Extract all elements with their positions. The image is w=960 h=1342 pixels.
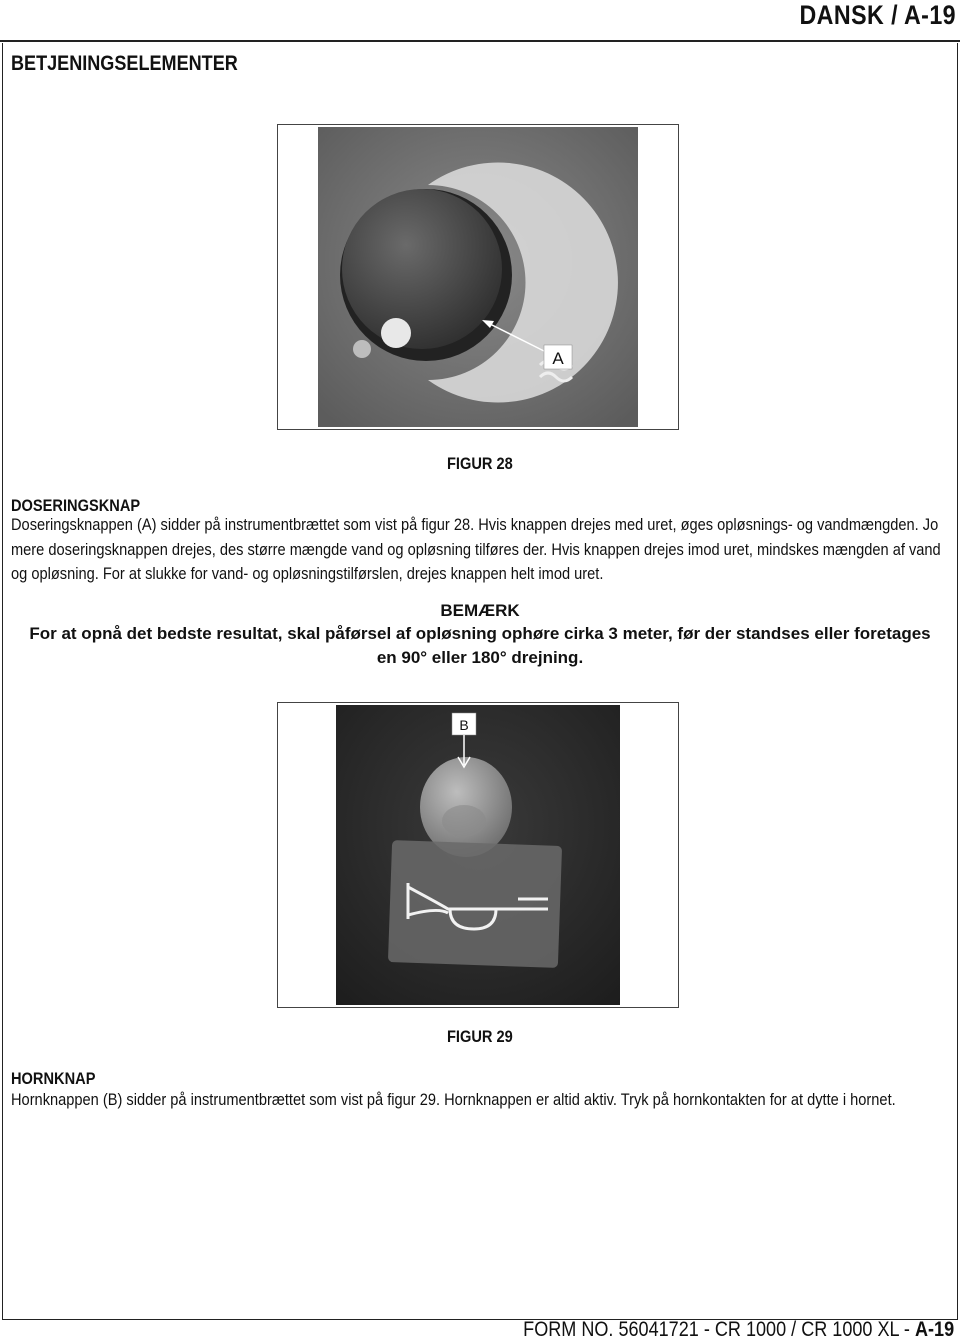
page-footer — [523, 1318, 954, 1342]
doseringsknap-paragraph: Doseringsknappen (A) sidder på instrumentbrættet som vist på figur 28. Hvis knappen drejes med uret, øges opløsnings- og vandmængden. Jo mere doseringsknappen drejes, des større mængde vand og opløsning tilføres der. Hvis knappen drejes imod uret, mindskes mængden af vand og opløsning. For at slukke for vand- og opløsningstilførslen, drejes knappen helt imod uret. — [11, 515, 941, 583]
note-text: For at opnå det bedste resultat, skal påførsel af opløsning ophøre cirka 3 meter, før der standses eller foretages en 90° eller 180° drejning. — [29, 624, 931, 667]
hornknap-paragraph: Hornknappen (B) sidder på instrumentbrættet som vist på figur 29. Hornknappen er altid aktiv. Tryk på hornkontakten for at dytte i hornet. — [11, 1090, 896, 1109]
figure-28-photo — [277, 124, 679, 430]
dosing-knob-illustration — [278, 125, 678, 429]
section-title: BETJENINGSELEMENTER — [11, 52, 238, 75]
header-rule — [0, 40, 960, 42]
horn-button-illustration — [278, 703, 678, 1007]
page-header-title: DANSK / A-19 — [799, 0, 956, 30]
doseringsknap-heading: DOSERINGSKNAP — [11, 496, 141, 515]
hornknap-heading: HORNKNAP — [11, 1069, 96, 1088]
figure-29-caption: FIGUR 29 — [447, 1027, 513, 1046]
figure-29-label: B — [459, 717, 469, 733]
figure-28-label: A — [552, 349, 564, 368]
footer-form-number: FORM NO. 56041721 - CR 1000 / CR 1000 XL - — [523, 1318, 915, 1341]
figure-28-caption: FIGUR 28 — [447, 454, 513, 473]
note-title: BEMÆRK — [440, 601, 520, 620]
figure-29-photo — [277, 702, 679, 1008]
footer-page-number: A-19 — [914, 1318, 954, 1341]
